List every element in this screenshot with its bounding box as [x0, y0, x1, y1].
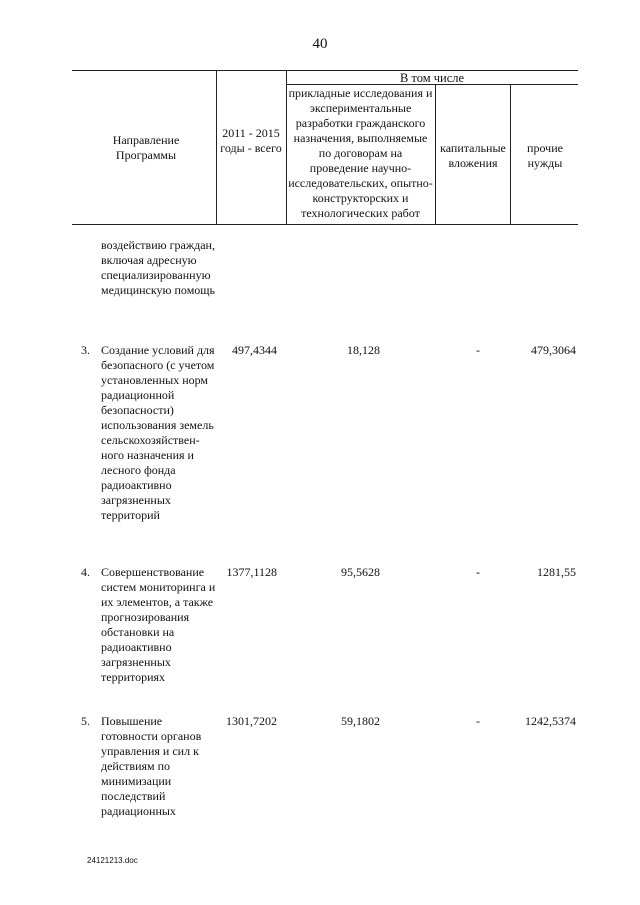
page-number: 40	[312, 36, 328, 52]
row-direction: Создание условий для безопасного (с учетом установленных норм радиационной безопасности) использования земель сельскохозяйствен-ного назначения и лесного фонда радиоактивно загрязненных территорий	[101, 343, 215, 522]
col-divider-3	[435, 84, 436, 224]
row-number: 4.	[81, 565, 90, 579]
row-direction: Повышение готовности органов управления и сил к действиям по минимизации последствий радиационных	[101, 714, 202, 818]
row-number: 5.	[81, 714, 90, 728]
header-bottom-rule	[72, 224, 578, 225]
header-total: 2011 - 2015 годы - всего	[220, 126, 282, 155]
header-research: прикладные исследования и экспериментальные разработки гражданского назначения, выполняемые по договорам на проведение научно-исследовательских, опытно-конструкторских и технологических работ	[288, 86, 433, 220]
row-research: 18,128	[347, 343, 380, 357]
header-direction: Направление Программы	[112, 133, 180, 162]
row-other: 1242,5374	[525, 714, 576, 728]
row-research: 59,1802	[341, 714, 380, 728]
continuation-text: воздействию граждан, включая адресную специализированную медицинскую помощь	[101, 238, 216, 297]
header-including: В том числе	[399, 71, 465, 85]
row-capital: -	[476, 714, 480, 728]
col-divider-1	[216, 70, 217, 224]
document-filename: 24121213.doc	[87, 856, 138, 865]
col-divider-4	[510, 84, 511, 224]
row-research: 95,5628	[341, 565, 380, 579]
header-other: прочие нужды	[527, 141, 563, 170]
row-direction: Совершенствование систем мониторинга и их элементов, а также прогнозирования обстановки на радиоактивно загрязненных территориях	[101, 565, 216, 684]
row-other: 1281,55	[537, 565, 576, 579]
row-number: 3.	[81, 343, 90, 357]
row-total: 1377,1128	[226, 565, 277, 579]
row-capital: -	[476, 565, 480, 579]
col-divider-2	[286, 70, 287, 224]
header-capital: капитальные вложения	[440, 141, 506, 170]
row-total: 1301,7202	[226, 714, 277, 728]
row-capital: -	[476, 343, 480, 357]
row-other: 479,3064	[531, 343, 576, 357]
row-total: 497,4344	[232, 343, 277, 357]
